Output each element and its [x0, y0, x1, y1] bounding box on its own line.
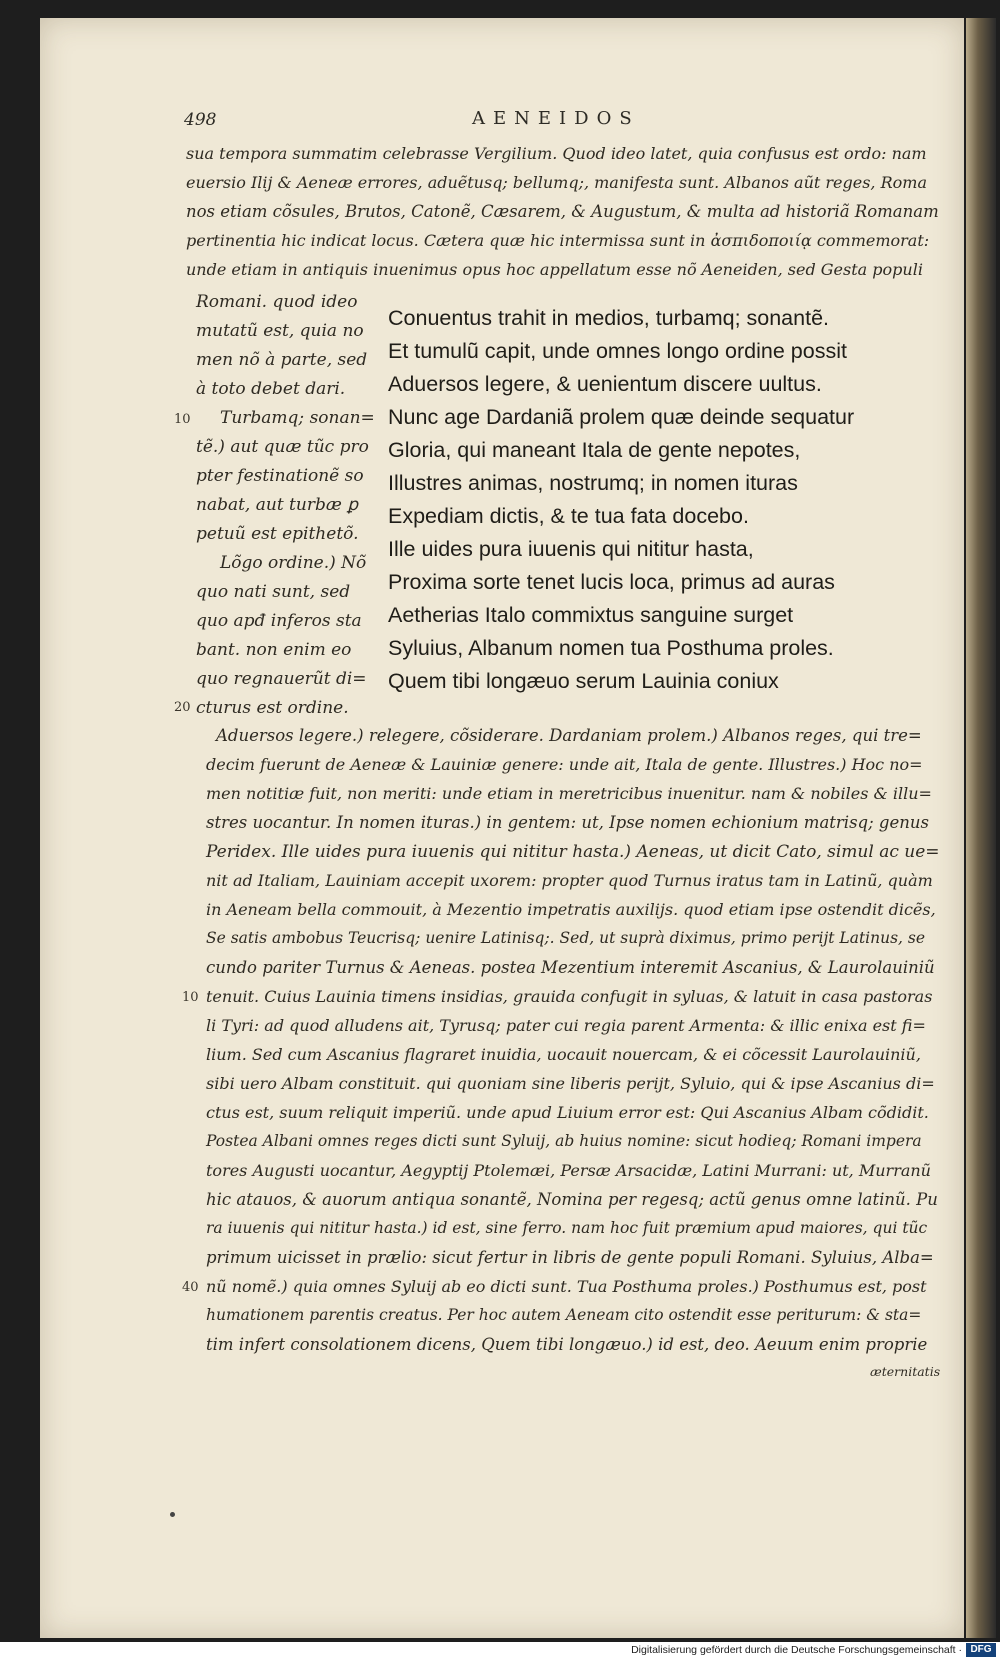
commentary-line: hic atauos, & auorum antiqua sonantẽ, Nomina per regesq; actũ genus omne latinũ. Pu: [206, 1190, 938, 1209]
line-number: 10: [182, 990, 199, 1005]
gloss-line: men nõ à parte, sed: [196, 350, 368, 370]
commentary-line: stres uocantur. In nomen ituras.) in gentem: ut, Ipse nomen echionium matrisq; genus: [206, 813, 929, 832]
gloss-line: quo regnauerũt di=: [196, 669, 367, 689]
gloss-line: bant. non enim eo: [196, 640, 352, 660]
commentary-line: men notitiæ fuit, non meriti: unde etiam in meretricibus inuenitur. nam & nobiles & illu=: [206, 784, 932, 803]
line-number: 40: [182, 1280, 199, 1295]
commentary-line: lium. Sed cum Ascanius flagraret inuidia, uocauit nouercam, & ei cõcessit Laurolauiniũ,: [206, 1045, 921, 1064]
commentary-line: Postea Albani omnes reges dicti sunt Syluij, ab huius nomine: sicut hodieq; Romani impera: [206, 1132, 922, 1150]
commentary-line: Peridex. Ille uides pura iuuenis qui nititur hasta.) Aeneas, ut dicit Cato, simul ac ue=: [206, 842, 940, 862]
gloss-line: quo apđ inferos sta: [196, 611, 362, 631]
page-number: 498: [184, 110, 217, 130]
gloss-line: Lõgo ordine.) Nõ: [220, 553, 367, 573]
commentary-line: decim fuerunt de Aeneæ & Lauiniæ genere: unde ait, Itala de gente. Illustres.) Hoc no=: [206, 755, 923, 774]
gloss-line: pter festinationẽ so: [196, 466, 364, 486]
gloss-line: Romani. quod ideo: [196, 292, 358, 312]
gloss-line: nabat, aut turbæ ꝑ: [196, 495, 359, 515]
running-title: AENEIDOS: [472, 108, 640, 129]
commentary-line: ra iuuenis qui nititur hasta.) id est, sine ferro. nam hoc fuit præmium apud maiores, qui tũc: [206, 1219, 928, 1237]
commentary-line: Aduersos legere.) relegere, cõsiderare. Dardaniam prolem.) Albanos reges, qui tre=: [216, 726, 922, 745]
verse-line: Illustres animas, nostrumq; in nomen ituras: [388, 471, 798, 495]
verse-line: Proxima sorte tenet lucis loca, primus ad auras: [388, 570, 835, 594]
commentary-line: li Tyri: ad quod alludens ait, Tyrusq; pater cui regia parent Armenta: & illic enixa est fi=: [206, 1016, 926, 1035]
verse-line: Ille uides pura iuuenis qui nititur hasta,: [388, 537, 754, 561]
catchword: æternitatis: [870, 1364, 941, 1379]
commentary-line: tim infert consolationem dicens, Quem tibi longæuo.) id est, deo. Aeuum enim proprie: [206, 1335, 928, 1354]
page-edge: [966, 18, 996, 1638]
commentary-line: Se satis ambobus Teucrisq; uenire Latinisq;. Sed, ut suprà diximus, primo perijt Latinus, se: [206, 929, 926, 947]
page-header: [184, 104, 704, 134]
commentary-line: unde etiam in antiquis inuenimus opus hoc appellatum esse nõ Aeneiden, sed Gesta populi: [186, 260, 923, 279]
gloss-line: Turbamq; sonan=: [220, 408, 375, 428]
verse-line: Syluius, Albanum nomen tua Posthuma proles.: [388, 636, 834, 660]
line-number: 20: [174, 700, 191, 715]
commentary-line: nit ad Italiam, Lauiniam accepit uxorem: propter quod Turnus iratus tam in Latinũ, quàm: [206, 871, 933, 890]
dfg-logo: DFG: [966, 1643, 996, 1657]
commentary-line: humationem parentis creatus. Per hoc autem Aeneam cito ostendit esse periturum: & sta=: [206, 1306, 922, 1324]
commentary-line: sibi uero Albam constituit. qui quoniam sine liberis perijt, Syluio, qui & ipse Ascanius di=: [206, 1074, 935, 1093]
verse-line: Quem tibi longæuo serum Lauinia coniux: [388, 669, 779, 693]
verse-line: Aduersos legere, & uenientum discere uultus.: [388, 372, 822, 396]
verse-line: Conuentus trahit in medios, turbamq; sonantẽ.: [388, 306, 830, 330]
footer-text: Digitalisierung gefördert durch die Deutsche Forschungsgemeinschaft ·: [631, 1644, 962, 1656]
commentary-line: ctus est, suum reliquit imperiũ. unde apud Liuium error est: Qui Ascanius Albam cõdidit.: [206, 1103, 929, 1122]
digitization-footer: [0, 1642, 1000, 1659]
commentary-line: tenuit. Cuius Lauinia timens insidias, grauida confugit in syluas, & latuit in casa pastoras: [206, 987, 933, 1006]
verse-line: Gloria, qui maneant Itala de gente nepotes,: [388, 438, 801, 462]
gloss-line: quo nati sunt, sed: [196, 582, 351, 602]
commentary-line: nos etiam cõsules, Brutos, Catonẽ, Cæsarem, & Augustum, & multa ad historiã Romanam: [186, 202, 939, 221]
verse-line: Et tumulũ capit, unde omnes longo ordine possit: [388, 339, 847, 363]
verse-line: Expediam dictis, & te tua fata docebo.: [388, 504, 749, 528]
line-number: 10: [174, 412, 191, 427]
gloss-line: à toto debet dari.: [196, 379, 346, 399]
commentary-line: tores Augusti uocantur, Aegyptij Ptolemæi, Persæ Arsacidæ, Latini Murrani: ut, Murranũ: [206, 1161, 931, 1180]
commentary-line: sua tempora summatim celebrasse Vergilium. Quod ideo latet, quia confusus est ordo: nam: [186, 144, 927, 163]
commentary-line: in Aeneam bella commouit, à Mezentio impetratis auxilijs. quod etiam ipse ostendit dicẽs,: [206, 900, 936, 919]
ink-speck: [170, 1512, 175, 1517]
gloss-line: cturus est ordine.: [196, 698, 349, 718]
commentary-line: nũ nomẽ.) quia omnes Syluij ab eo dicti sunt. Tua Posthuma proles.) Posthumus est, post: [206, 1277, 927, 1296]
gloss-line: mutatũ est, quia no: [196, 321, 364, 341]
commentary-line: cundo pariter Turnus & Aeneas. postea Mezentium interemit Ascanius, & Laurolauiniũ: [206, 958, 935, 977]
commentary-line: primum uicisset in prælio: sicut fertur in libris de gente populi Romani. Syluius, Alba=: [206, 1248, 934, 1267]
verse-line: Nunc age Dardaniã prolem quæ deinde sequatur: [388, 405, 855, 429]
commentary-line: euersio Ilij & Aeneæ errores, aduẽtusq; bellumq;, manifesta sunt. Albanos aũt reges, Roma: [186, 173, 927, 192]
gloss-line: tẽ.) aut quæ tũc pro: [196, 437, 369, 457]
commentary-line: pertinentia hic indicat locus. Cætera quæ hic intermissa sunt in ἀσπιδοποιίᾳ commemorat:: [186, 231, 930, 250]
verse-line: Aetherias Italo commixtus sanguine surget: [388, 603, 794, 627]
gloss-line: petuũ est epithetõ.: [196, 524, 359, 544]
